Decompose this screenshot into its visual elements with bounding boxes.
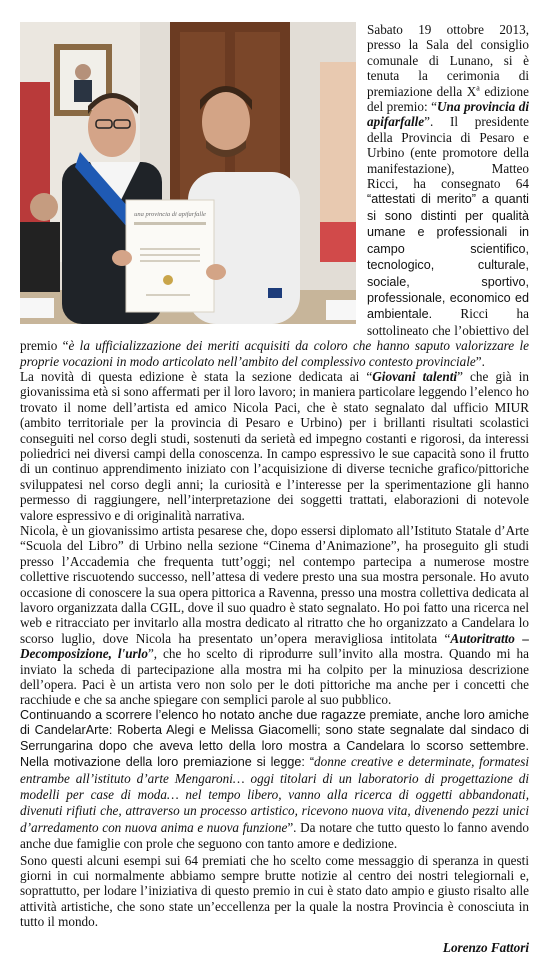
photo-illustration [20,22,356,324]
intro-text-5: Ricci ha sottolineato che l’obiettivo del premio “ [20,306,529,354]
certificate-title: una provincia di apifarfalle [134,211,206,218]
talents-text-1: La novità di questa edizione è stata la sezione dedicata ai “ [20,368,373,384]
paragraph-conclusion [20,853,529,930]
intro-text-2: edizione del premio: “ [367,83,529,115]
paragraph-nicola-paci [20,523,529,708]
young-talents-title: Giovani talenti [372,368,458,384]
award-objective-quote: è la ufficializzazione dei meriti acquisiti da coloro che hanno saputo valorizzare le proprie vocazioni in modo articolato nell’ambito del complessivo contesto provinciale [20,338,529,369]
paragraph-young-talents [20,369,529,523]
motivation-quote: donne creative e determinate, formatesi entrambe all’istituto d’arte Mengaroni… oggi titolari di un laboratorio di progettazione di modelli per case di moda… nel tempo libero, vanno alla ricerca di oggetti abbandonati, divenuti rifiuti che, attraverso un processo artistico, ricevono nuova vita, divenendo pezzi unici d’arredamento con nuova anima e nuova funzione [20,754,529,835]
paragraph-awarded-girls [20,708,529,853]
award-title: Una provincia di apifarfalle [367,99,529,130]
intro-text-4: “attestati di merito” a quanti si sono distinti per qualità umane e professionali in campo scientifico, tecnologico, culturale, sociale, sportivo, professionale, economico ed ambientale. [367,192,529,322]
nicola-text-2: ”, che ho scelto di riprodurre sull’invito alla mostra. Quando mi ha inviato la scheda di partecipazione alla mostra mi ha colpito per la minuziosa descrizione dell’opera. Paci è un artista vero non solo per le doti pittoriche ma anche per i concetti che racchiude e che sa anche spiegare con semplici parole al suo pubblico. [20,646,529,708]
edition-superscript: a [476,83,480,93]
talents-text-2: ” che già in giovanissima età si sono affermati per il loro lavoro; in maniera particolare leggendo l’elenco ho trovato il nome dell’artista ed amico Nicola Paci, che è stato segnalato dal ufficio MIUR (ambito territoriale per la provincia di Pesaro e Urbino) per i brillanti risultati scolastici conseguiti nel corso degli studi, sostenuti da serietà ed impegno costanti e rigorosi, da interessi poliedrici nei diversi campi della conoscenza. In campo espressivo le sue capacità sono il frutto di un continuo apprendimento iniziato con l’acquisizione di diverse tecniche grafico/pittoriche sviluppatesi nel corso degli anni; la curiosità e l’interesse per la sperimentazione gli hanno permesso di raggiungere, nell’interpretazione dei soggetti trattati, elaborazioni di notevole valore espressivo e di originalità narrativa. [20,368,529,523]
conclusion-text: Sono questi alcuni esempi sui 64 premiati che ho scelto come messaggio di speranza in questi giorni in cui normalmente abbiamo sempre brutte notizie al centro dei nostri telegiornali e, soprattutto, per lodare l’iniziativa di questo premio in cui è stato dato ampio e giusto risalto alle attività artistiche, che sono state un’eccellenza per la quale la nostra Provincia è conosciuta in tutto il mondo. [20,852,529,930]
nicola-text-1: Nicola, è un giovanissimo artista pesarese che, dopo essersi diplomato all’Istituto Statale d’Arte “Scuola del Libro” di Urbino nella sezione “Cinema d’Animazione”, ha proseguito gli studi presso l’Accademia che frequenta tutt’oggi; nel contempo partecipa a numerose mostre collettive riscuotendo successo, nell’attesa di vedere presto una sua mostra personale. Ho avuto occasione di conoscere la sua opera pittorica a Ravenna, presso una mostra collettiva dedicata al lavoro organizzata dalla CGIL, dove il suo quadro è stato segnalato. Ho poi fatto una ricerca nel web e ritracciato per invitarlo alla mostra dedicato al ritratto che ho organizzato a Candelara lo scorso luglio, dove Nicola ha presentato un’opera meravigliosa intitolata “ [20,523,529,646]
artwork-title: Autoritratto – Decomposizione, l'urlo [20,630,529,662]
intro-text-6: ”. [475,353,485,369]
intro-text-1: Sabato 19 ottobre 2013, presso la Sala del consiglio comunale di Lunano, si è tenuta la cerimonia di premiazione della X [367,22,529,99]
author-signature: Lorenzo Fattori [442,939,529,955]
girls-text-2: ”. Da notare che tutto questo lo fanno avendo anche due famiglie con prole che seguono con tanto amore e dedizione. [20,819,529,852]
intro-text-3: ”. Il presidente della Provincia di Pesaro e Urbino (ente promotore della manifestazione), Matteo Ricci, ha consegnato 64 [367,114,529,192]
girls-text-1: Continuando a scorrere l’elenco ho notato anche due ragazze premiate, anche loro amiche di CandelarArte: Roberta Alegi e Melissa Giacomelli; sono state segnalate dal sindaco di Serrungarina dopo che aveva letto della loro mostra a Candelara lo scorso settembre. Nella motivazione della loro premiazione si legge: “ [20,707,529,770]
award-ceremony-photo [20,22,356,324]
article-page [20,22,529,955]
